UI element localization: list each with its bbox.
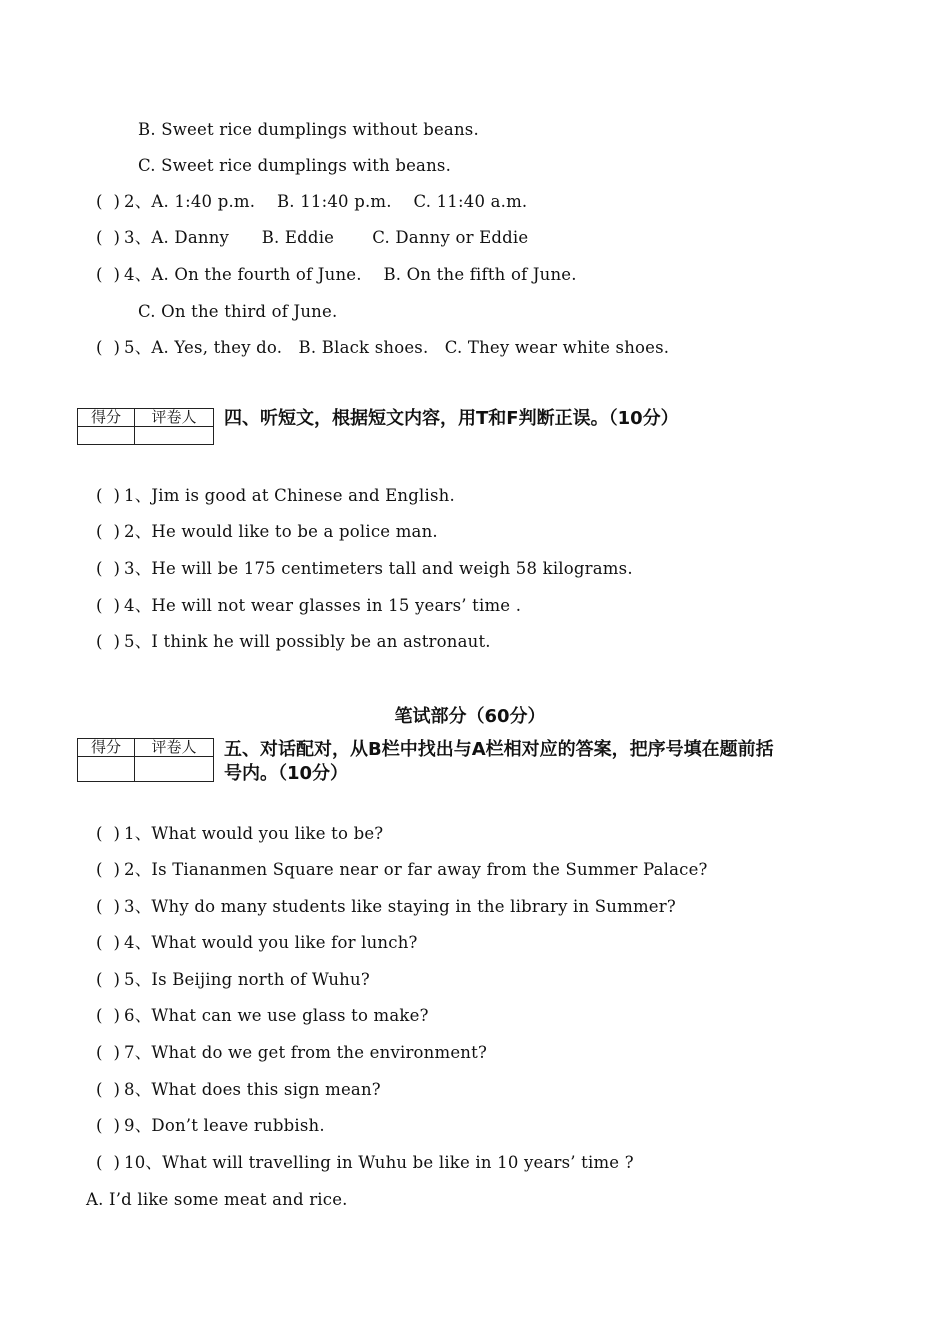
score-label: 得分 — [78, 739, 135, 757]
answer-blank[interactable]: ( ) — [96, 265, 121, 284]
question-line — [96, 228, 528, 248]
question-line — [96, 1080, 381, 1100]
question-text: 2、A. 1:40 p.m. B. 11:40 p.m. C. 11:40 a.m. — [124, 192, 528, 211]
question-text: 4、He will not wear glasses in 15 years’ time . — [124, 596, 522, 615]
score-table — [77, 738, 214, 782]
answer-option-a: A. I’d like some meat and rice. — [86, 1190, 348, 1209]
question-text: 6、What can we use glass to make? — [124, 1006, 429, 1025]
question-text: 3、A. Danny B. Eddie C. Danny or Eddie — [124, 228, 529, 247]
answer-blank[interactable]: ( ) — [96, 559, 121, 578]
section-5-title-line1: 五、对话配对，从B栏中找出与A栏相对应的答案，把序号填在题前括 — [224, 739, 774, 760]
answer-blank[interactable]: ( ) — [96, 970, 121, 989]
question-text: 2、Is Tiananmen Square near or far away from the Summer Palace? — [124, 860, 708, 879]
score-table — [77, 408, 214, 445]
score-cell[interactable] — [78, 757, 135, 782]
section-5-title-line2: 号内。（10分） — [224, 763, 349, 784]
question-text: 1、Jim is good at Chinese and English. — [124, 486, 455, 505]
question-text: 8、What does this sign mean? — [124, 1080, 381, 1099]
question-text: 4、What would you like for lunch? — [124, 933, 418, 952]
answer-blank[interactable]: ( ) — [96, 338, 121, 357]
question-line — [96, 632, 491, 652]
grader-label: 评卷人 — [135, 409, 214, 427]
answer-blank[interactable]: ( ) — [96, 522, 121, 541]
option-line: C. Sweet rice dumplings with beans. — [138, 156, 452, 175]
answer-blank[interactable]: ( ) — [96, 596, 121, 615]
question-line — [96, 338, 669, 358]
grader-label: 评卷人 — [135, 739, 214, 757]
written-part-title: 笔试部分（60分） — [394, 706, 546, 727]
answer-blank[interactable]: ( ) — [96, 933, 121, 952]
option-line: B. Sweet rice dumplings without beans. — [138, 120, 479, 139]
question-line — [96, 559, 633, 579]
question-line — [96, 1116, 325, 1136]
answer-blank[interactable]: ( ) — [96, 1006, 121, 1025]
question-line — [96, 596, 521, 616]
question-text: 9、Don’t leave rubbish. — [124, 1116, 325, 1135]
question-line — [96, 265, 577, 285]
grader-cell[interactable] — [135, 427, 214, 445]
section-4-title: 四、听短文，根据短文内容，用T和F判断正误。（10分） — [224, 408, 679, 429]
answer-blank[interactable]: ( ) — [96, 860, 121, 879]
question-line — [96, 860, 708, 880]
answer-blank[interactable]: ( ) — [96, 632, 121, 651]
question-line — [96, 897, 676, 917]
answer-blank[interactable]: ( ) — [96, 1080, 121, 1099]
question-text: 1、What would you like to be? — [124, 824, 384, 843]
answer-blank[interactable]: ( ) — [96, 192, 121, 211]
question-text: 4、A. On the fourth of June. B. On the fifth of June. — [124, 265, 577, 284]
question-text: 7、What do we get from the environment? — [124, 1043, 488, 1062]
question-line — [96, 192, 527, 212]
grader-cell[interactable] — [135, 757, 214, 782]
score-label: 得分 — [78, 409, 135, 427]
question-line — [96, 486, 455, 506]
question-line — [96, 1006, 429, 1026]
question-text: 2、He would like to be a police man. — [124, 522, 438, 541]
question-text: 3、He will be 175 centimeters tall and weigh 58 kilograms. — [124, 559, 633, 578]
answer-blank[interactable]: ( ) — [96, 1043, 121, 1062]
answer-blank[interactable]: ( ) — [96, 228, 121, 247]
option-line: C. On the third of June. — [138, 302, 338, 321]
question-text: 5、Is Beijing north of Wuhu? — [124, 970, 370, 989]
score-cell[interactable] — [78, 427, 135, 445]
question-line — [96, 824, 383, 844]
question-text: 3、Why do many students like staying in the library in Summer? — [124, 897, 676, 916]
answer-blank[interactable]: ( ) — [96, 824, 121, 843]
answer-blank[interactable]: ( ) — [96, 486, 121, 505]
answer-blank[interactable]: ( ) — [96, 1116, 121, 1135]
question-line — [96, 522, 438, 542]
question-line — [96, 1043, 487, 1063]
question-line — [96, 1153, 634, 1173]
question-text: 5、I think he will possibly be an astronaut. — [124, 632, 491, 651]
question-line — [96, 933, 418, 953]
answer-blank[interactable]: ( ) — [96, 1153, 121, 1172]
question-text: 5、A. Yes, they do. B. Black shoes. C. They wear white shoes. — [124, 338, 670, 357]
question-text: 10、What will travelling in Wuhu be like in 10 years’ time ? — [124, 1153, 634, 1172]
answer-blank[interactable]: ( ) — [96, 897, 121, 916]
question-line — [96, 970, 370, 990]
